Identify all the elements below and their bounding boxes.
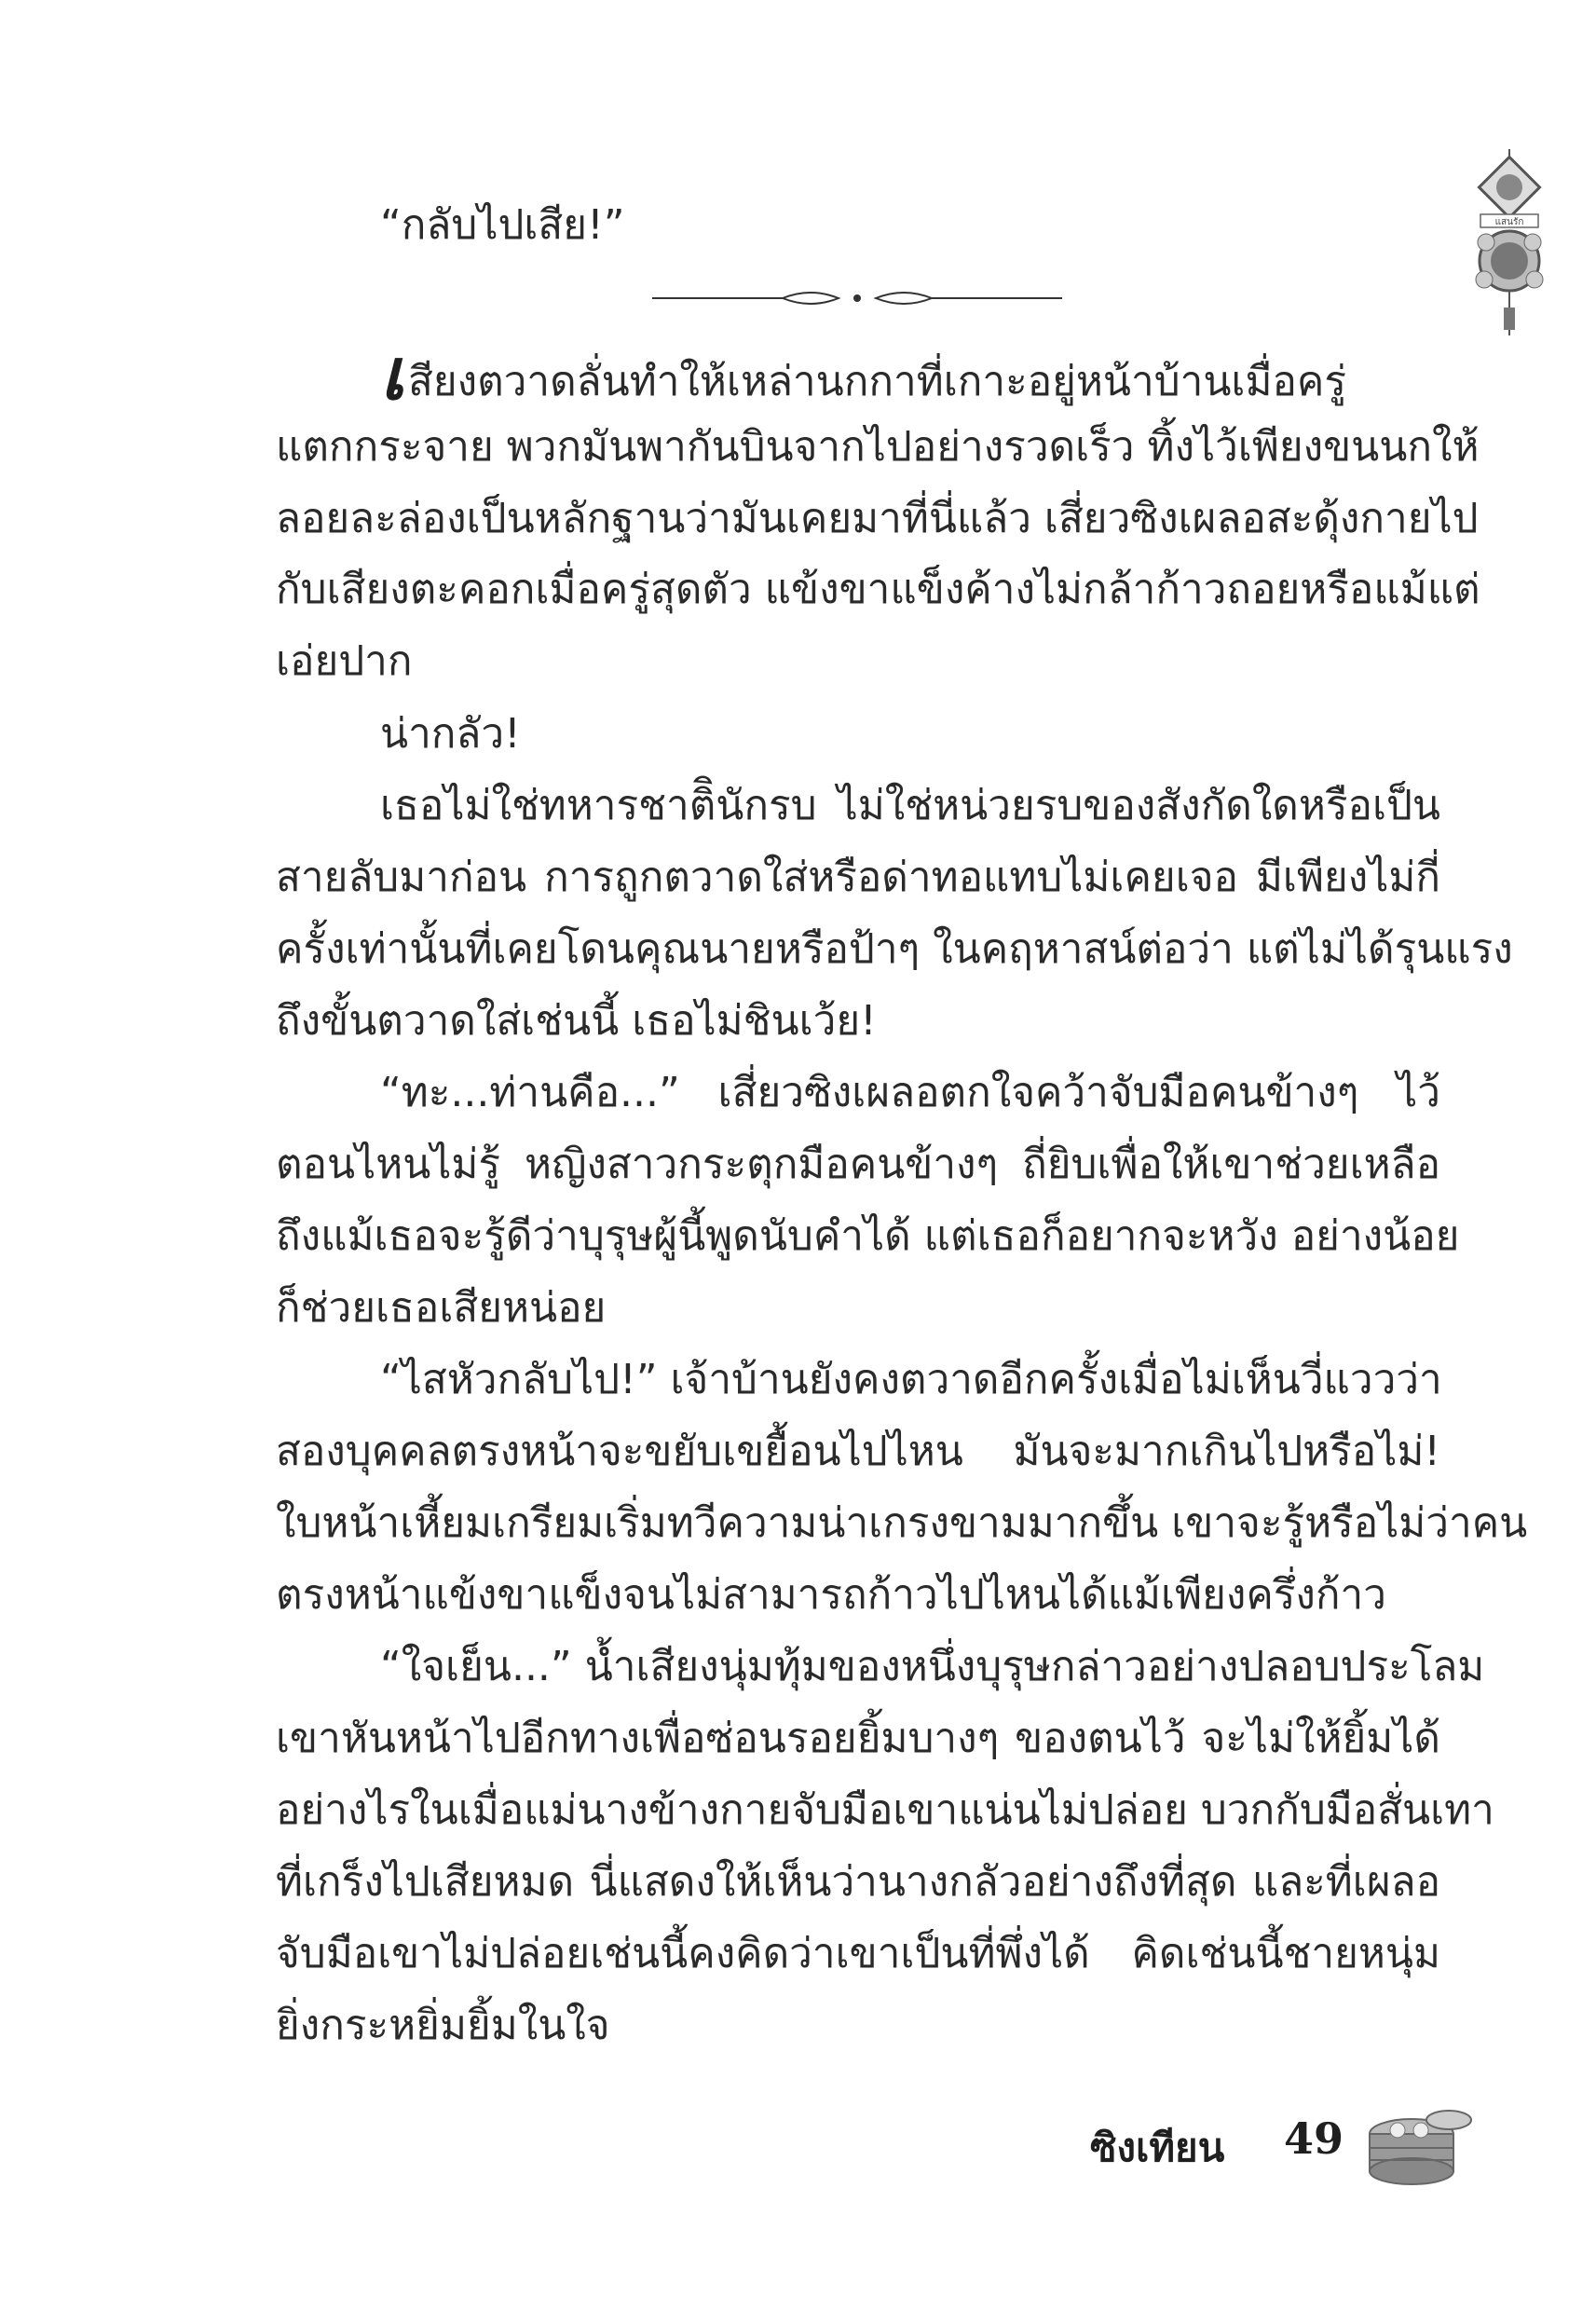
paragraph5-line-1: “ใจเย็น...” น้ำเสียงนุ่มทุ้มของหนึ่งบุรุษกล่าวอย่างปลอบประโลม (380, 1643, 1485, 1690)
paragraph2-line-3: ครั้งเท่านั้นที่เคยโดนคุณนายหรือป้าๆ ในคฤหาสน์ต่อว่า แต่ไม่ได้รุนแรง (276, 925, 1513, 973)
paragraph5-line-3: อย่างไรในเมื่อแม่นางข้างกายจับมือเขาแน่นไม่ปล่อย บวกกับมือสั่นเทา (276, 1786, 1494, 1834)
paragraph3-line-2: ตอนไหนไม่รู้ หญิงสาวกระตุกมือคนข้างๆ ถี่ยิบเพื่อให้เขาช่วยเหลือ (276, 1141, 1440, 1188)
paragraph5-line-5: จับมือเขาไม่ปล่อยเช่นนี้คงคิดว่าเขาเป็นที่พึ่งได้ คิดเช่นนี้ชายหนุ่ม (276, 1930, 1440, 1977)
paragraph5-line-2: เขาหันหน้าไปอีกทางเพื่อซ่อนรอยยิ้มบางๆ ของตนไว้ จะไม่ให้ยิ้มได้ (276, 1715, 1440, 1762)
paragraph1-line-1 (380, 333, 1440, 416)
paragraph2-line-4: ถึงขั้นตวาดใส่เช่นนี้ เธอไม่ชินเว้ย! (276, 997, 877, 1045)
paragraph2-line-2: สายลับมาก่อน การถูกตวาดใส่หรือด่าทอแทบไม่เคยเจอ มีเพียงไม่กี่ (276, 854, 1440, 901)
paragraph4-line-2: สองบุคคลตรงหน้าจะขยับเขยื้อนไปไหน มันจะมากเกินไปหรือไม่! (276, 1428, 1440, 1475)
paragraph1-line-1-text: สียงตวาดลั่นทำให้เหล่านกกาที่เกาะอยู่หน้าบ้านเมื่อครู่ (407, 358, 1346, 405)
section-divider (652, 280, 1062, 317)
scary-line: น่ากลัว! (380, 710, 521, 758)
paragraph4-line-3: ใบหน้าเหี้ยมเกรียมเริ่มทวีความน่าเกรงขามมากขึ้น เขาจะรู้หรือไม่ว่าคน (276, 1499, 1528, 1547)
paragraph1-line-2: แตกกระจาย พวกมันพากันบินจากไปอย่างรวดเร็ว ทิ้งไว้เพียงขนนกให้ (276, 423, 1480, 471)
paragraph2-line-1: เธอไม่ใช่ทหารชาติินักรบ ไม่ใช่หน่วยรบของสังกัดใดหรือเป็น (380, 782, 1440, 829)
paragraph4-line-1: “ไสหัวกลับไป!” เจ้าบ้านยังคงตวาดอีกครั้งเมื่อไม่เห็นวี่แววว่า (380, 1356, 1442, 1403)
paragraph3-line-1: “ทะ...ท่านคือ...” เสี่ยวซิงเผลอตกใจคว้าจับมือคนข้างๆ ไว้ (380, 1069, 1440, 1116)
page-number: 49 (1284, 2113, 1344, 2164)
footer-title: ซิงเทียน (1090, 2125, 1225, 2170)
dropcap: เ (380, 333, 404, 416)
paragraph1-line-4: กับเสียงตะคอกเมื่อครู่สุดตัว แข้งขาแข็งค้างไม่กล้าก้าวถอยหรือแม้แต่ (276, 566, 1480, 613)
paragraph4-line-4: ตรงหน้าแข้งขาแข็งจนไม่สามารถก้าวไปไหนได้แม้เพียงครึ่งก้าว (276, 1571, 1386, 1619)
paragraph3-line-4: ก็ช่วยเธอเสียหน่อย (276, 1284, 607, 1332)
paragraph1-line-5: เอ่ยปาก (276, 637, 413, 685)
paragraph1-line-3: ลอยละล่องเป็นหลักฐานว่ามันเคยมาที่นี่แล้ว เสี่ยวซิงเผลอสะดุ้งกายไป (276, 495, 1479, 542)
steamer-basket-icon (1356, 2097, 1477, 2190)
paragraph3-line-3: ถึงแม้เธอจะรู้ดีว่าบุรุษผู้นี้พูดนับคำได้ แต่เธอก็อยากจะหวัง อย่างน้อย (276, 1212, 1460, 1260)
paragraph5-line-4: ที่เกร็งไปเสียหมด นี่แสดงให้เห็นว่านางกลัวอย่างถึงที่สุด และที่เผลอ (276, 1858, 1440, 1906)
opening-quote: “กลับไปเสีย!” (380, 201, 625, 249)
emblem-label: แสนรัก (1494, 217, 1524, 227)
paragraph5-line-6: ยิ่งกระหยิ่มยิ้มในใจ (276, 2002, 610, 2049)
